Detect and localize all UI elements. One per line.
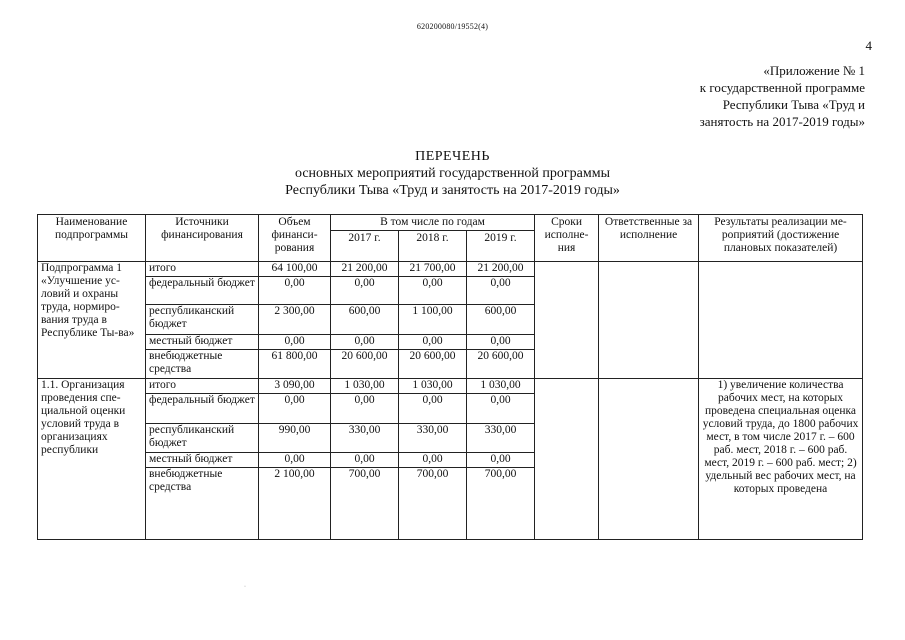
funding-2019: 0,00 bbox=[467, 335, 535, 350]
results-cell bbox=[699, 262, 863, 379]
header-responsible: Ответственные за исполнение bbox=[599, 215, 699, 262]
header-total: Объем финанси-рования bbox=[259, 215, 331, 262]
funding-2019: 0,00 bbox=[467, 277, 535, 305]
funding-2018: 0,00 bbox=[399, 277, 467, 305]
funding-2018: 20 600,00 bbox=[399, 350, 467, 379]
funding-2017: 330,00 bbox=[331, 424, 399, 453]
funding-2019: 1 030,00 bbox=[467, 379, 535, 394]
table-row bbox=[38, 262, 863, 277]
funding-2018: 1 100,00 bbox=[399, 305, 467, 335]
header-2017: 2017 г. bbox=[331, 231, 399, 262]
title-subheading: основных мероприятий государственной программы bbox=[294, 166, 610, 181]
funding-2019: 700,00 bbox=[467, 468, 535, 540]
title-subheading: Республики Тыва «Труд и занятость на 2017-2019 годы» bbox=[285, 183, 620, 198]
responsible-cell bbox=[599, 379, 699, 540]
funding-2019: 330,00 bbox=[467, 424, 535, 453]
funding-2017: 0,00 bbox=[331, 335, 399, 350]
header-source: Источники финансирования bbox=[146, 215, 259, 262]
header-terms: Сроки исполне-ния bbox=[535, 215, 599, 262]
funding-source: внебюджетные средства bbox=[146, 468, 259, 540]
funding-total: 3 090,00 bbox=[259, 379, 331, 394]
appendix-line: занятость на 2017-2019 годы» bbox=[699, 114, 865, 129]
funding-2018: 0,00 bbox=[399, 394, 467, 424]
funding-source: республиканский бюджет bbox=[146, 424, 259, 453]
funding-source: местный бюджет bbox=[146, 335, 259, 350]
document-title bbox=[0, 148, 905, 199]
header-by-years: В том числе по годам bbox=[331, 215, 535, 231]
results-cell: 1) увеличение количества рабочих мест, на которых проведена специальная оценка условий труда, до 1800 рабочих мест, в том числе 2017 г. – 600 раб. мест, 2018 г. – 600 раб. мест, 2019 г. – 600 раб. мест; 2) удельный вес рабочих мест, на которых проведена bbox=[699, 379, 863, 540]
funding-total: 0,00 bbox=[259, 453, 331, 468]
funding-total: 0,00 bbox=[259, 277, 331, 305]
funding-source: внебюджетные средства bbox=[146, 350, 259, 379]
funding-source: федеральный бюджет bbox=[146, 394, 259, 424]
scan-dot: · bbox=[244, 584, 246, 590]
terms-cell bbox=[535, 262, 599, 379]
measure-name: 1.1. Организация проведения спе-циальной оценки условий труда в организациях республики bbox=[38, 379, 146, 540]
table-row bbox=[38, 379, 863, 394]
funding-2017: 600,00 bbox=[331, 305, 399, 335]
measures-table bbox=[37, 214, 863, 540]
title-heading: ПЕРЕЧЕНЬ bbox=[415, 149, 490, 164]
funding-source: федеральный бюджет bbox=[146, 277, 259, 305]
funding-total: 990,00 bbox=[259, 424, 331, 453]
funding-total: 2 300,00 bbox=[259, 305, 331, 335]
funding-2019: 0,00 bbox=[467, 453, 535, 468]
funding-source: республиканский бюджет bbox=[146, 305, 259, 335]
funding-2019: 0,00 bbox=[467, 394, 535, 424]
appendix-line: к государственной программе bbox=[699, 80, 865, 95]
funding-2019: 600,00 bbox=[467, 305, 535, 335]
header-name: Наименование подпрограммы bbox=[38, 215, 146, 262]
document-code: 620200080/19552(4) bbox=[416, 22, 489, 31]
funding-2018: 1 030,00 bbox=[399, 379, 467, 394]
header-2019: 2019 г. bbox=[467, 231, 535, 262]
header-2018: 2018 г. bbox=[399, 231, 467, 262]
funding-2017: 0,00 bbox=[331, 394, 399, 424]
funding-total: 0,00 bbox=[259, 335, 331, 350]
funding-2018: 330,00 bbox=[399, 424, 467, 453]
funding-source: местный бюджет bbox=[146, 453, 259, 468]
appendix-line: «Приложение № 1 bbox=[763, 63, 865, 78]
header-results: Результаты реализации ме-роприятий (достижение плановых показателей) bbox=[699, 215, 863, 262]
funding-total: 61 800,00 bbox=[259, 350, 331, 379]
appendix-reference bbox=[700, 62, 865, 130]
funding-2017: 0,00 bbox=[331, 277, 399, 305]
funding-total: 2 100,00 bbox=[259, 468, 331, 540]
funding-source: итого bbox=[146, 262, 259, 277]
subprogram-name: Подпрограмма 1 «Улучшение ус-ловий и охраны труда, нормиро-вания труда в Республике Ты-ва» bbox=[38, 262, 146, 379]
funding-total: 64 100,00 bbox=[259, 262, 331, 277]
funding-2018: 0,00 bbox=[399, 335, 467, 350]
funding-2017: 20 600,00 bbox=[331, 350, 399, 379]
funding-2018: 0,00 bbox=[399, 453, 467, 468]
funding-2019: 21 200,00 bbox=[467, 262, 535, 277]
funding-2018: 21 700,00 bbox=[399, 262, 467, 277]
funding-2017: 1 030,00 bbox=[331, 379, 399, 394]
page-number: 4 bbox=[865, 38, 872, 53]
funding-2018: 700,00 bbox=[399, 468, 467, 540]
funding-2017: 700,00 bbox=[331, 468, 399, 540]
funding-2019: 20 600,00 bbox=[467, 350, 535, 379]
funding-2017: 0,00 bbox=[331, 453, 399, 468]
appendix-line: Республики Тыва «Труд и bbox=[722, 97, 865, 112]
funding-2017: 21 200,00 bbox=[331, 262, 399, 277]
terms-cell bbox=[535, 379, 599, 540]
header-row bbox=[38, 215, 863, 231]
responsible-cell bbox=[599, 262, 699, 379]
funding-source: итого bbox=[146, 379, 259, 394]
funding-total: 0,00 bbox=[259, 394, 331, 424]
